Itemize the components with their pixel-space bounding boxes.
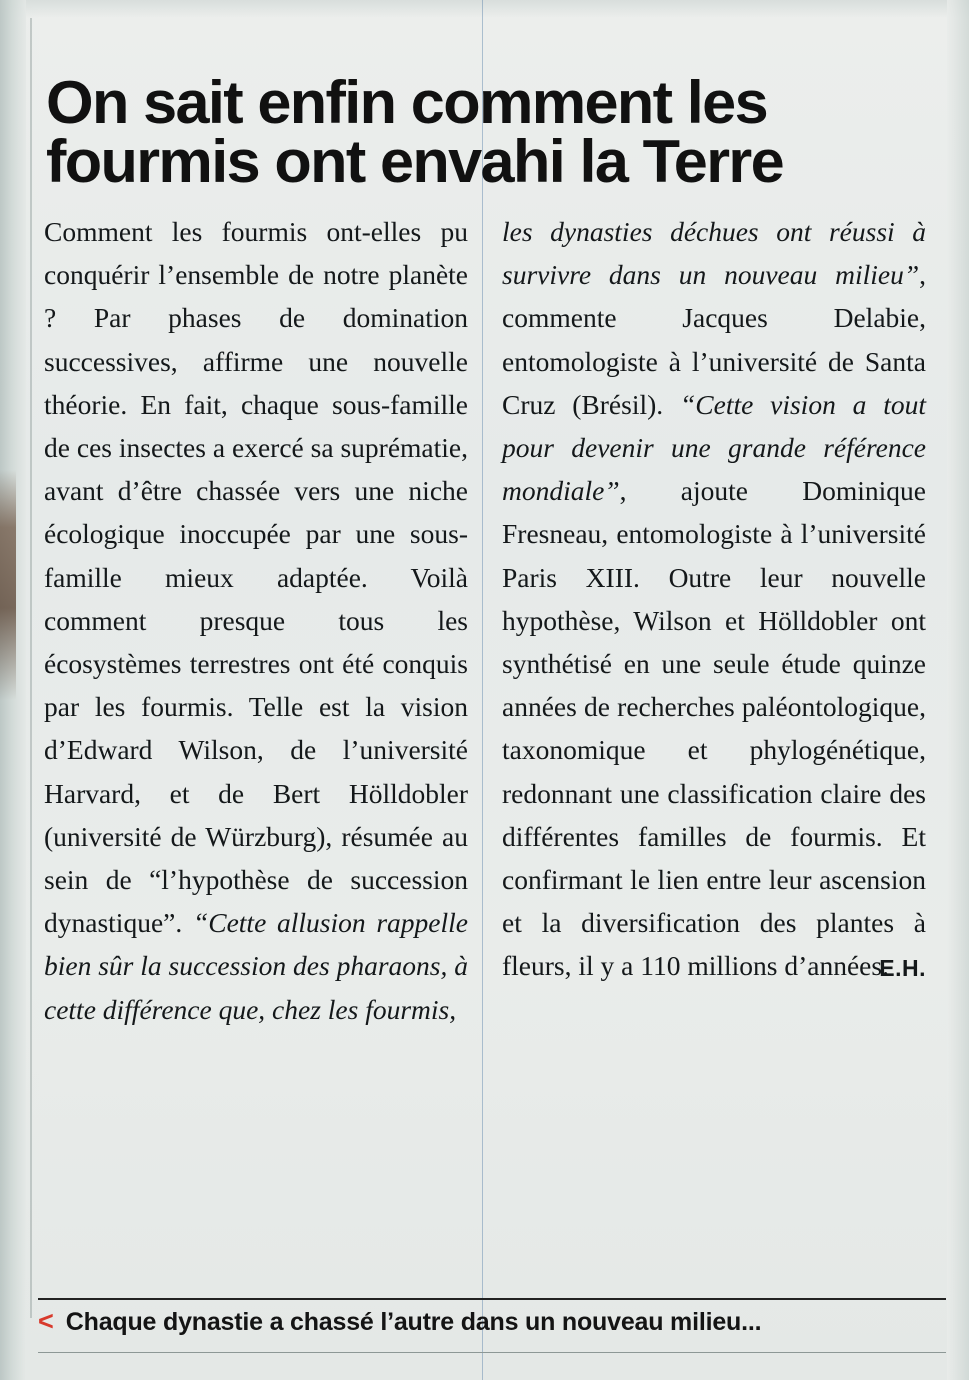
column-left-quote: “Cette allusion rappelle bien sûr la succession des pharaons, à cette différence que, chez les fourmis, (44, 907, 468, 1025)
column-right-text-2: , ajoute Dominique Fresneau, entomologiste à l’université Paris XIII. Outre leur nouvelle hypothèse, Wilson et Hölldobler ont synthétisé en une seule étude quinze années de recherches paléontologique, taxonomique et phylogénétique, redonnant une classification claire des différentes familles de fourmis. Et confirmant le lien entre leur ascension et la diversification des plantes à fleurs, il y a 110 millions d’années. (502, 475, 926, 982)
column-left-text: Comment les fourmis ont-elles pu conquérir l’ensemble de notre planète ? Par phases de domination successives, affirme une nouvelle théorie. En fait, chaque sous-famille de ces insectes a exercé sa suprématie, avant d’être chassée vers une niche écologique inoccupée par une sous-famille mieux adaptée. Voilà comment presque tous les écosystèmes terrestres ont été conquis par les fourmis. Telle est la vision d’Edward Wilson, de l’université Harvard, et de Bert Hölldobler (université de Würzburg), résumée au sein de “l’hypothèse de succession dynastique”. (44, 216, 468, 939)
headline-line-2: fourmis ont envahi la Terre (46, 127, 783, 195)
page-top-shade (0, 0, 969, 18)
photo-caption (38, 1308, 948, 1337)
page-left-rule (30, 18, 32, 1318)
page-title (46, 69, 969, 195)
page-right-shade (947, 0, 969, 1380)
article-column-right (502, 210, 926, 1280)
column-right-quote-2: “Cette vision a tout pour devenir une grande référence mondiale” (502, 388, 926, 507)
caption-marker-icon: < (38, 1306, 54, 1336)
caption-bottom-rule (38, 1352, 946, 1353)
column-right-quote-1: les dynasties déchues ont réussi à survivre dans un nouveau milieu” (502, 216, 926, 291)
headline-line-1: On sait enfin comment les (46, 69, 767, 137)
column-right-text-1: , commente Jacques Delabie, entomologiste à l’université de Santa Cruz (Brésil). (502, 259, 926, 420)
caption-text: Chaque dynastie a chassé l’autre dans un nouveau milieu... (65, 1308, 762, 1336)
column-left-paragraph (44, 210, 468, 1031)
article-column-left (44, 210, 468, 1280)
page-left-dark-patch (0, 470, 16, 700)
article-columns (44, 210, 926, 1280)
column-right-paragraph (502, 210, 926, 988)
caption-divider (38, 1298, 946, 1300)
byline: E.H. (879, 954, 926, 981)
